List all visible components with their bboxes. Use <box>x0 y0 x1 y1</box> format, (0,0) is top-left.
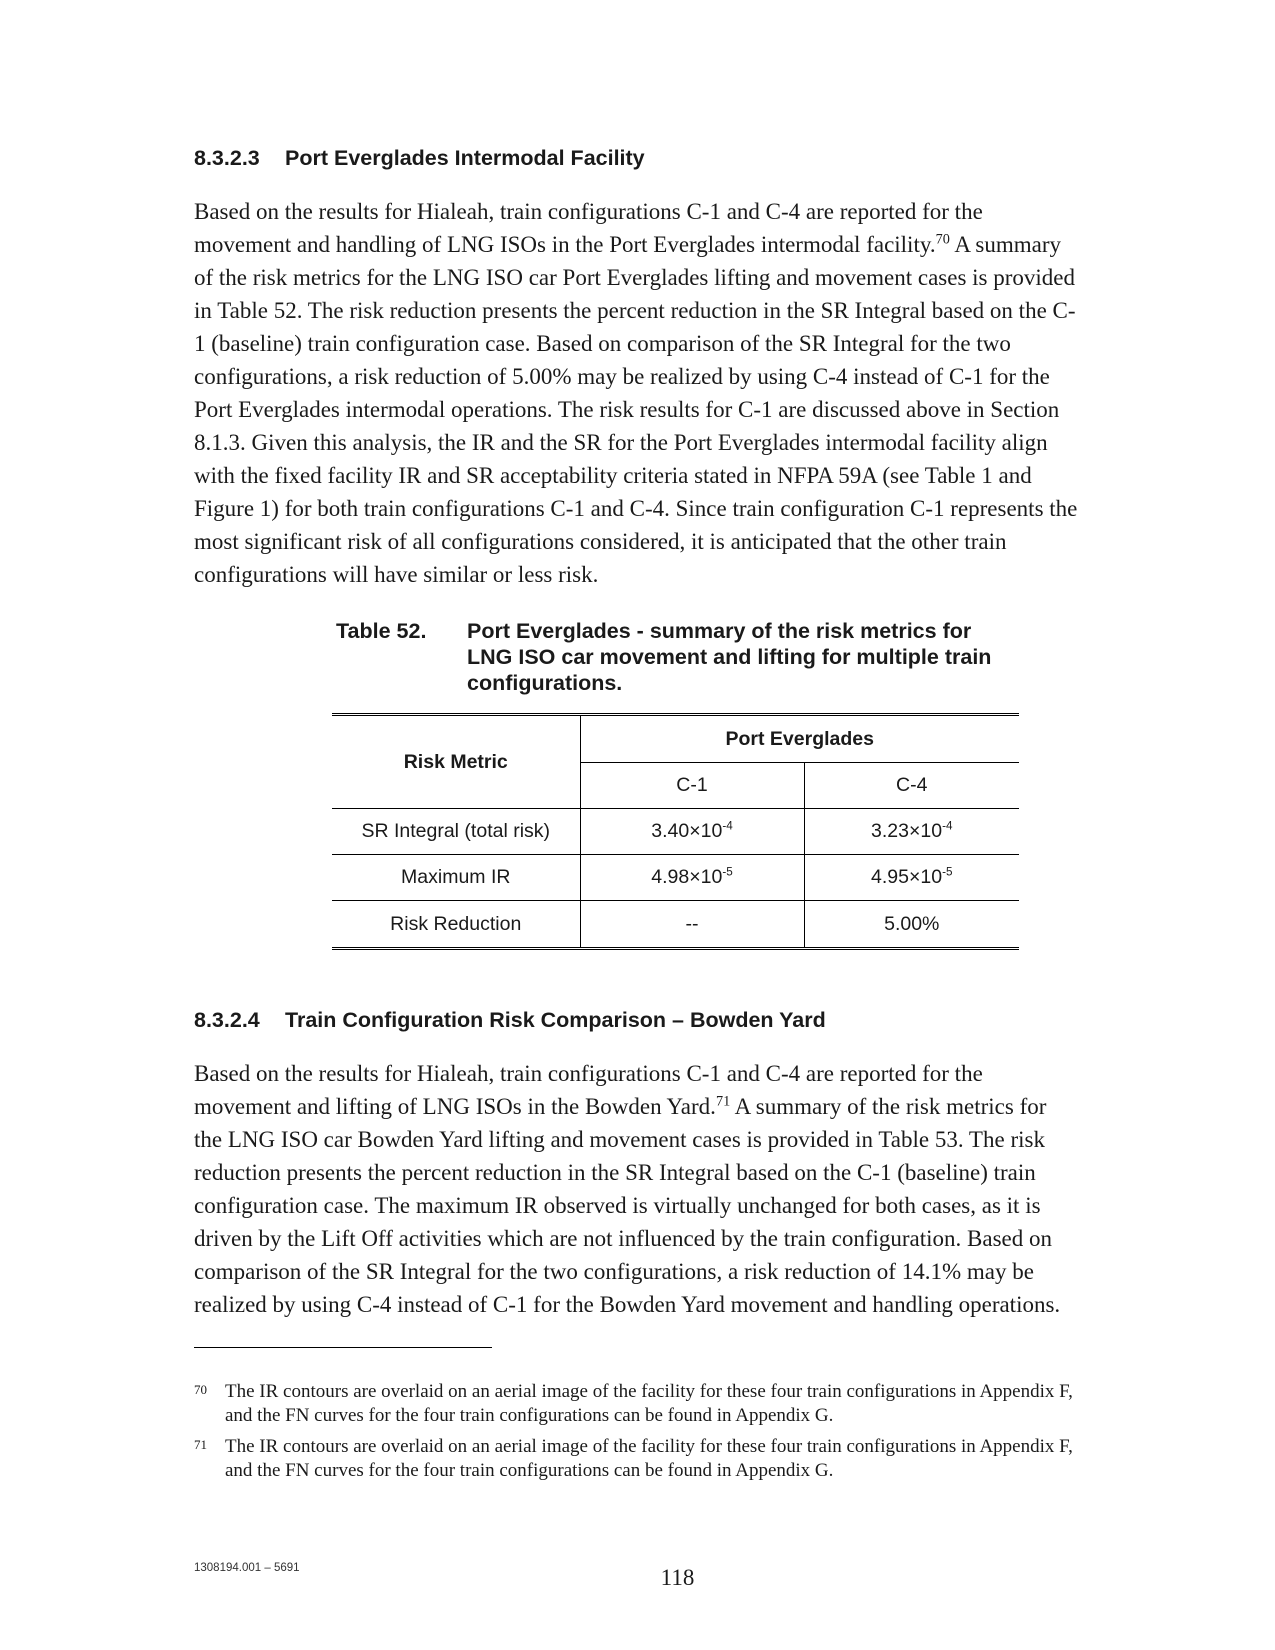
metric-cell: Risk Reduction <box>390 912 522 935</box>
paragraph-line <box>194 1057 1158 1090</box>
value-exponent: -5 <box>942 865 953 879</box>
caption-line: LNG ISO car movement and lifting for multiple train <box>467 645 992 669</box>
row-header-risk-metric: Risk Metric <box>332 715 580 809</box>
paragraph-line <box>194 492 1158 525</box>
value-base: 4.98×10 <box>651 866 723 888</box>
footnote-line: and the FN curves for the four train configurations can be found in Appendix G. <box>225 1405 834 1426</box>
group-header-port-everglades: Port Everglades <box>580 715 1019 763</box>
paragraph-text: the LNG ISO car Bowden Yard lifting and movement cases is provided in Table 53. The risk <box>194 1127 1045 1152</box>
value-cell-c1 <box>580 809 804 855</box>
footnote-divider <box>194 1347 492 1348</box>
footnote-reference[interactable]: 70 <box>935 231 950 248</box>
paragraph-line <box>194 327 1158 360</box>
paragraph-text: of the risk metrics for the LNG ISO car Port Everglades lifting and movement cases is provided <box>194 265 1076 290</box>
table-row <box>332 855 1019 901</box>
value-base: 4.95×10 <box>871 866 943 888</box>
value-base: 3.40×10 <box>651 820 723 842</box>
paragraph-text: movement and handling of LNG ISOs in the Port Everglades intermodal facility. <box>194 232 936 257</box>
value-base: -- <box>685 912 699 935</box>
table-label: Table 52. <box>336 619 427 643</box>
value-base: 3.23×10 <box>871 820 943 842</box>
footnote-reference[interactable]: 71 <box>715 1093 731 1110</box>
value-cell-c4 <box>804 809 1019 855</box>
paragraph-text: 1 (baseline) train configuration case. Based on comparison of the SR Integral for the two <box>194 331 1011 356</box>
section-number: 8.3.2.3 <box>194 146 260 170</box>
column-header-c4: C-4 <box>804 763 1019 809</box>
value-cell-c4 <box>804 901 1019 949</box>
section-paragraph-bowden-yard <box>194 1057 1158 1321</box>
footnote-line: and the FN curves for the four train configurations can be found in Appendix G. <box>225 1460 834 1481</box>
paragraph-line <box>194 261 1158 294</box>
value-exponent: -4 <box>722 819 733 833</box>
paragraph-line <box>194 426 1158 459</box>
paragraph-line <box>194 1123 1158 1156</box>
paragraph-line <box>194 294 1158 327</box>
paragraph-line <box>194 525 1158 558</box>
paragraph-line <box>194 1255 1158 1288</box>
section-number: 8.3.2.4 <box>194 1008 260 1032</box>
table-body <box>332 809 1019 949</box>
paragraph-text: comparison of the SR Integral for the two configurations, a risk reduction of 14.1% may be <box>194 1259 1034 1284</box>
section-title: Port Everglades Intermodal Facility <box>285 146 645 170</box>
value-exponent: -4 <box>942 819 953 833</box>
footnote-text <box>225 1380 1165 1428</box>
paragraph-text: configuration case. The maximum IR observed is virtually unchanged for both cases, as it is <box>194 1193 1041 1218</box>
page-number: 118 <box>660 1565 695 1590</box>
footnote-text <box>225 1435 1165 1483</box>
column-header-c1: C-1 <box>580 763 804 809</box>
paragraph-line <box>194 228 1158 261</box>
value-cell-c1 <box>580 855 804 901</box>
paragraph-line <box>194 459 1158 492</box>
section-heading-8-3-2-3 <box>194 146 645 171</box>
paragraph-text: driven by the Lift Off activities which are not influenced by the train configuration. Based on <box>194 1226 1052 1251</box>
section-heading-8-3-2-4 <box>194 1008 826 1033</box>
footnote-mark: 71 <box>194 1437 207 1452</box>
paragraph-line <box>194 360 1158 393</box>
paragraph-text: configurations, a risk reduction of 5.00% may be realized by using C-4 instead of C-1 for the <box>194 364 1050 389</box>
paragraph-line <box>194 1222 1158 1255</box>
section-paragraph-port-everglades <box>194 195 1158 591</box>
value-exponent: -5 <box>722 865 733 879</box>
paragraph-line <box>194 1156 1158 1189</box>
paragraph-line <box>194 1189 1158 1222</box>
paragraph-line <box>194 393 1158 426</box>
paragraph-text: Figure 1) for both train configurations C-1 and C-4. Since train configuration C-1 represents the <box>194 496 1078 521</box>
table-row <box>332 901 1019 949</box>
document-id: 1308194.001 – 5691 <box>194 1562 300 1574</box>
paragraph-line <box>194 1288 1158 1321</box>
paragraph-line <box>194 195 1158 228</box>
caption-line: Port Everglades - summary of the risk metrics for <box>467 619 972 643</box>
paragraph-text: Based on the results for Hialeah, train configurations C-1 and C-4 are reported for the <box>194 199 983 224</box>
caption-line: configurations. <box>467 671 623 695</box>
paragraph-text: most significant risk of all configurations considered, it is anticipated that the other train <box>194 529 1007 554</box>
footnote-line: The IR contours are overlaid on an aerial image of the facility for these four train configurations in Appendix F, <box>225 1436 1073 1457</box>
value-cell-c1 <box>580 901 804 949</box>
paragraph-text: realized by using C-4 instead of C-1 for the Bowden Yard movement and handling operations. <box>194 1292 1061 1317</box>
paragraph-text: Port Everglades intermodal operations. The risk results for C-1 are discussed above in Section <box>194 397 1060 422</box>
paragraph-text: in Table 52. The risk reduction presents the percent reduction in the SR Integral based on the C- <box>194 298 1076 323</box>
table-row <box>332 809 1019 855</box>
paragraph-text: 8.1.3. Given this analysis, the IR and the SR for the Port Everglades intermodal facility align <box>194 430 1048 455</box>
footnote-line: The IR contours are overlaid on an aerial image of the facility for these four train configurations in Appendix F, <box>225 1381 1073 1402</box>
paragraph-text: movement and lifting of LNG ISOs in the Bowden Yard. <box>194 1094 716 1119</box>
paragraph-text: Based on the results for Hialeah, train configurations C-1 and C-4 are reported for the <box>194 1061 983 1086</box>
risk-metrics-table <box>332 713 1019 950</box>
value-cell-c4 <box>804 855 1019 901</box>
paragraph-text: configurations will have similar or less risk. <box>194 562 599 587</box>
table-caption-text <box>467 618 1047 696</box>
section-title: Train Configuration Risk Comparison – Bowden Yard <box>285 1008 826 1032</box>
metric-cell: Maximum IR <box>332 855 580 901</box>
paragraph-text: reduction presents the percent reduction in the SR Integral based on the C-1 (baseline) train <box>194 1160 1036 1185</box>
metric-cell: SR Integral (total risk) <box>332 809 580 855</box>
paragraph-text: A summary <box>949 232 1062 257</box>
paragraph-line <box>194 558 1158 591</box>
footnote-mark: 70 <box>194 1382 207 1397</box>
value-base: 5.00% <box>884 912 940 935</box>
paragraph-line <box>194 1090 1158 1123</box>
paragraph-text: with the fixed facility IR and SR acceptability criteria stated in NFPA 59A (see Table 1 and <box>194 463 1032 488</box>
paragraph-text: A summary of the risk metrics for <box>730 1094 1047 1119</box>
